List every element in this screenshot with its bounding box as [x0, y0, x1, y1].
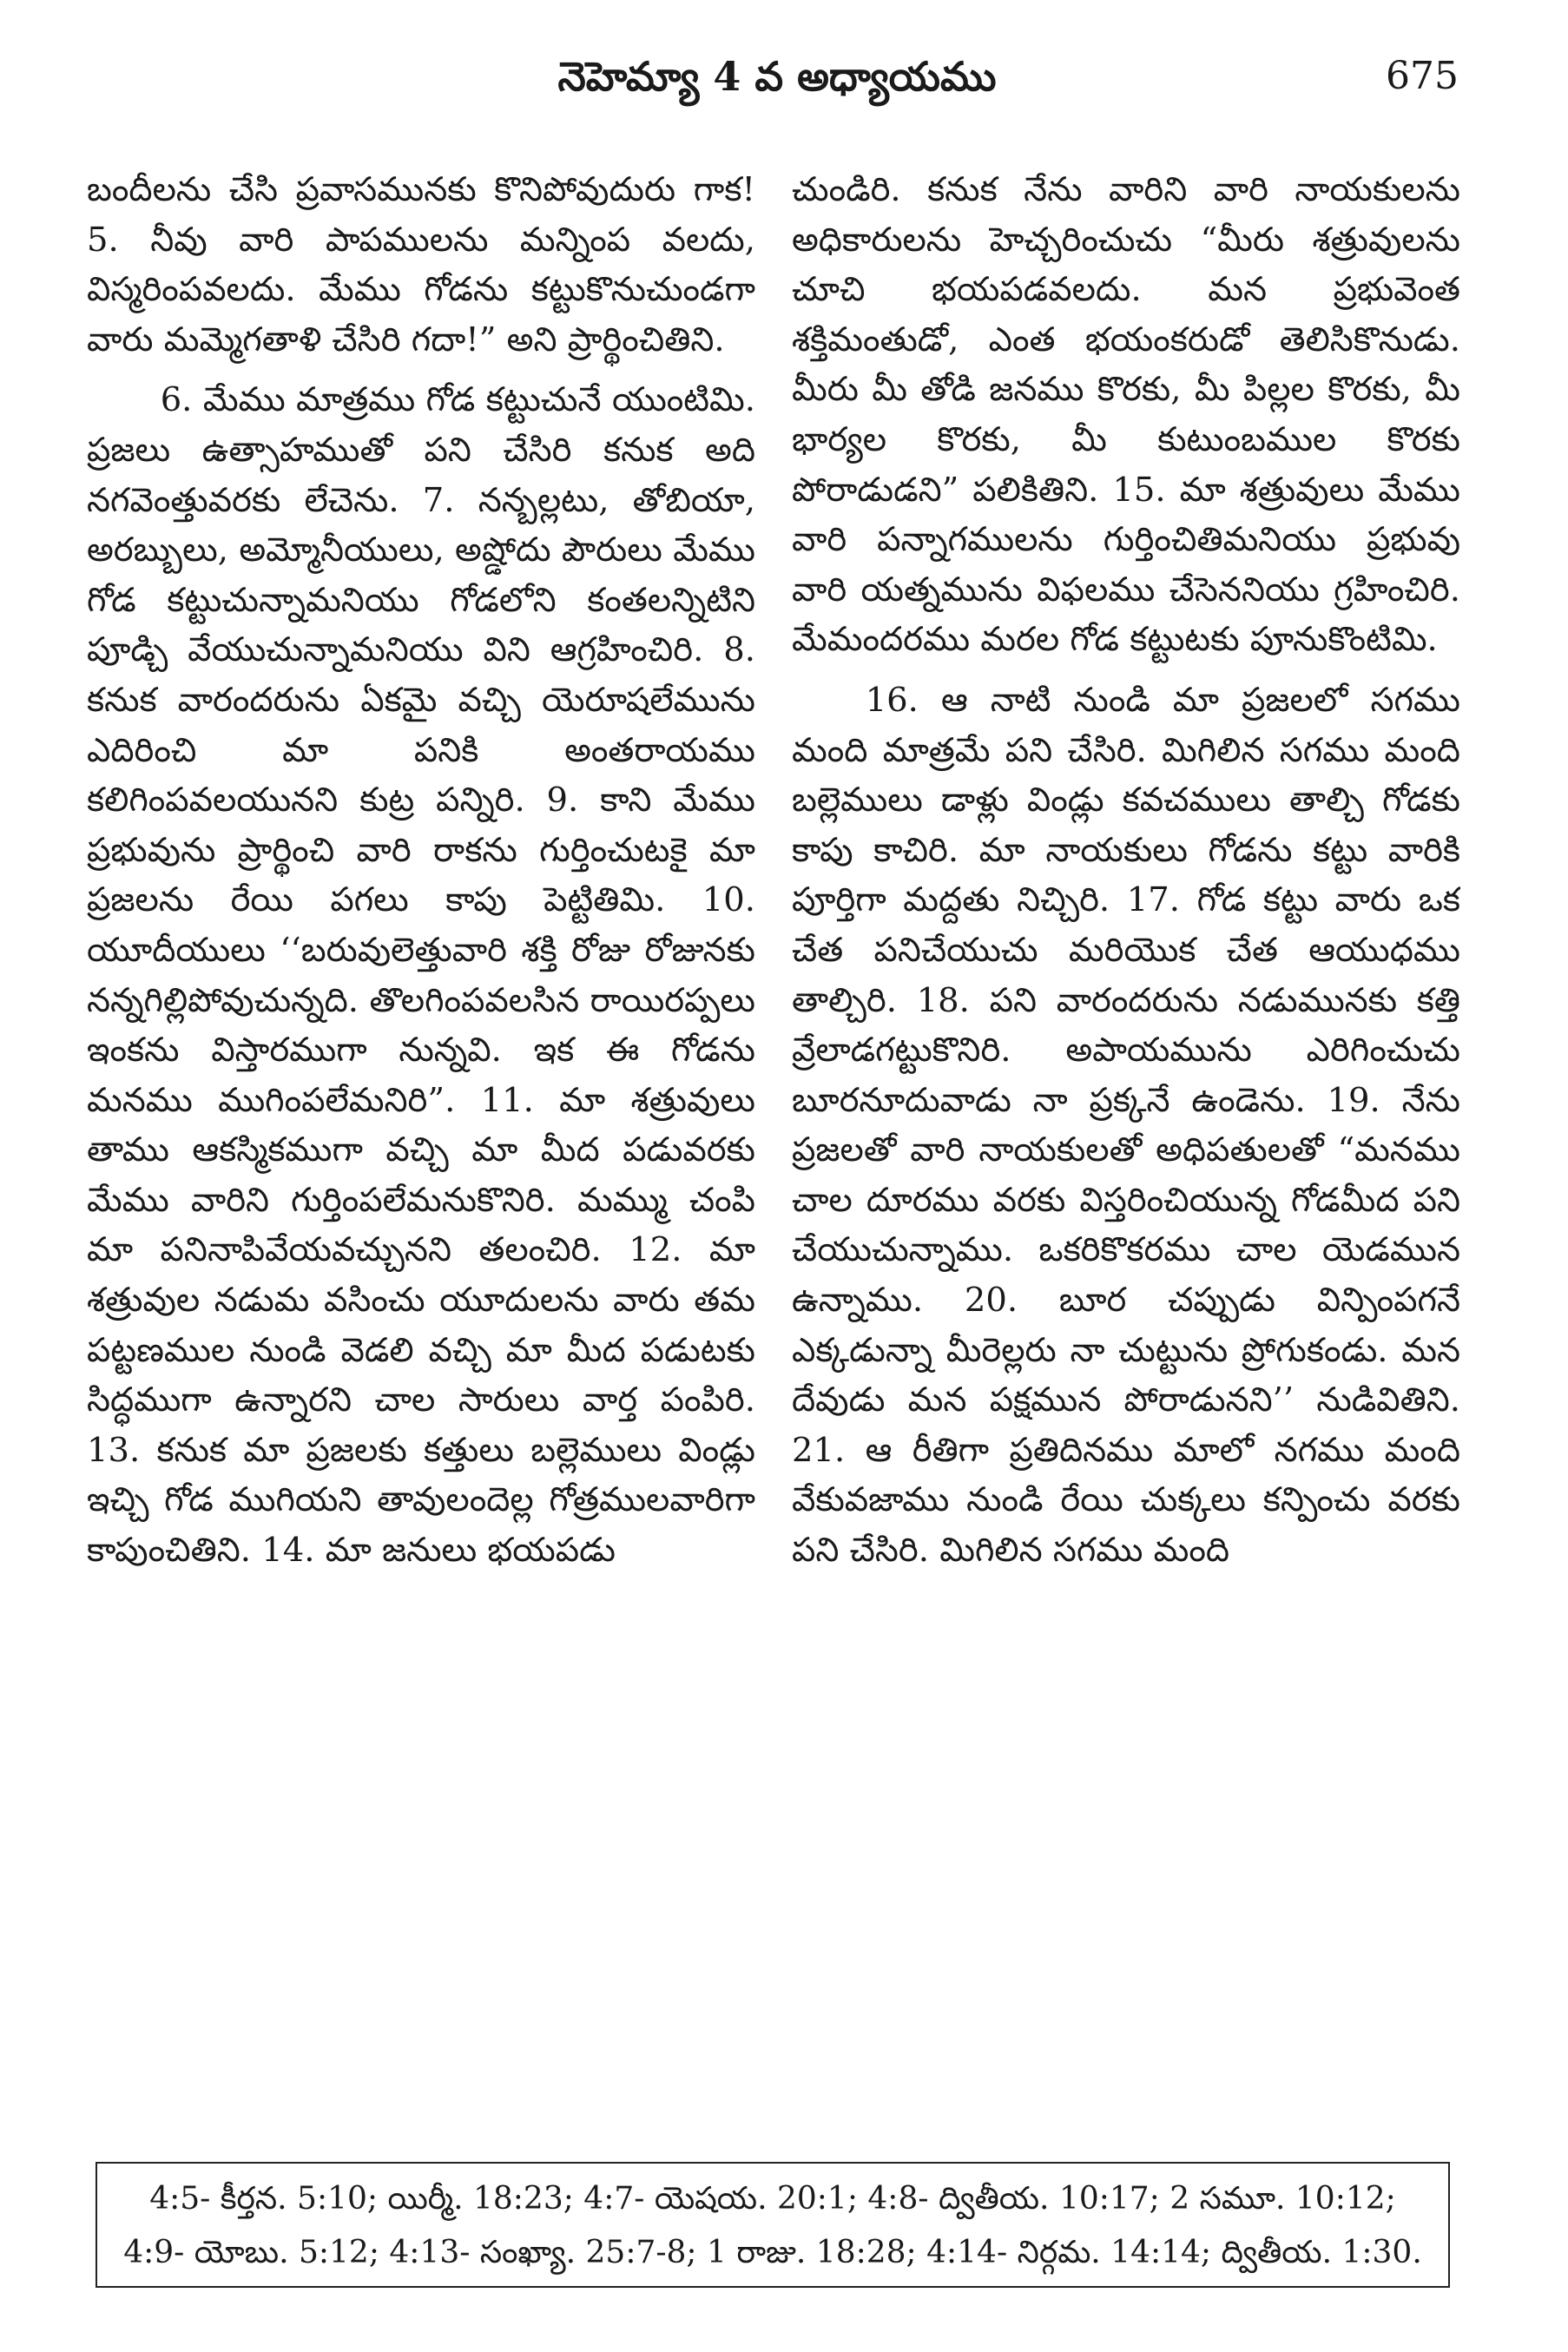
paragraph: చుండిరి. కనుక నేను వారిని వారి నాయకులను అధికారులను హెచ్చరించుచు “మీరు శత్రువులను చూచి భయపడవలదు. మన ప్రభువెంత శక్తిమంతుడో, ఎంత భయంకరుడో తెలిసికొనుడు. మీరు మీ తోడి జనము కొరకు, మీ పిల్లల కొరకు, మీ భార్యల కొరకు, మీ కుటుంబముల కొరకు పోరాడుడని” పలికితిని. 15. మా శత్రువులు మేము వారి పన్నాగములను గుర్తించితిమనియు ప్రభువు వారి యత్నమును విఫలము చేసెననియు గ్రహించిరి. మేమందరము మరల గోడ కట్టుటకు పూనుకొంటిమి. [792, 170, 1460, 660]
paragraph: 16. ఆ నాటి నుండి మా ప్రజలలో సగము మంది మాత్రమే పని చేసిరి. మిగిలిన సగము మంది బల్లెములు డాళ్లు విండ్లు కవచములు తాల్చి గోడకు కాపు కాచిరి. మా నాయకులు గోడను కట్టు వారికి పూర్తిగా మద్దతు నిచ్చిరి. 17. గోడ కట్టు వారు ఒక చేత పనిచేయుచు మరియొక చేత ఆయుధము తాల్చిరి. 18. పని వారందరును నడుమునకు కత్తి వ్రేలాడగట్టుకొనిరి. అపాయమును ఎరిగించుచు బూరనూదువాడు నా ప్రక్కనే ఉండెను. 19. నేను ప్రజలతో వారి నాయకులతో అధిపతులతో “మనము చాల దూరము వరకు విస్తరించియున్న గోడమీద పని చేయుచున్నాము. ఒకరికొకరము చాల యెడమున ఉన్నాము. 20. బూర చప్పుడు విన్పింపగనే ఎక్కడున్నా మీరెల్లరు నా చుట్టును ప్రోగుకండు. మన దేవుడు మన పక్షమున పోరాడునని’’ నుడివితిని. 21. ఆ రీతిగా ప్రతిదినము మాలో నగము మంది వేకువజాము నుండి రేయి చుక్కలు కన్పించు వరకు పని చేసిరి. మిగిలిన సగము మంది [792, 680, 1460, 1571]
cross-reference-box [96, 2162, 1450, 2288]
running-title: నెహెమ్యా 4 వ అధ్యాయము [557, 53, 997, 100]
right-column [792, 165, 1460, 2110]
paragraph: బందీలను చేసి ప్రవాసమునకు కొనిపోవుదురు గాక! 5. నీవు వారి పాపములను మన్నింప వలదు, విస్మరింపవలదు. మేము గోడను కట్టుకొనుచుండగా వారు మమ్మెగతాళి చేసిరి గదా!” అని ప్రార్థించితిని. [87, 170, 755, 359]
page-number: 675 [1386, 54, 1459, 98]
paragraph: 6. మేము మాత్రము గోడ కట్టుచునే యుంటిమి. ప్రజలు ఉత్సాహముతో పని చేసిరి కనుక అది నగవెంత్తువరకు లేచెను. 7. నన్బల్లటు, తోబియా, అరబ్బులు, అమ్మోనీయులు, అష్డోదు పౌరులు మేము గోడ కట్టుచున్నామనియు గోడలోని కంతలన్నిటిని పూడ్చి వేయుచున్నామనియు విని ఆగ్రహించిరి. 8. కనుక వారందరును ఏకమై వచ్చి యెరూషలేమును ఎదిరించి మా పనికి అంతరాయము కలిగింపవలయునని కుట్ర పన్నిరి. 9. కాని మేము ప్రభువును ప్రార్థించి వారి రాకను గుర్తించుటకై మా ప్రజలను రేయి పగలు కాపు పెట్టితిమి. 10. యూదీయులు ‘‘బరువులెత్తువారి శక్తి రోజు రోజునకు నన్నగిల్లిపోవుచున్నది. తొలగింపవలసిన రాయిరప్పలు ఇంకను విస్తారముగా నున్నవి. ఇక ఈ గోడను మనము ముగింపలేమనిరి”. 11. మా శత్రువులు తాము ఆకస్మికముగా వచ్చి మా మీద పడువరకు మేము వారిని గుర్తింపలేమనుకొనిరి. మమ్ము చంపి మా పనినాపివేయవచ్చునని తలంచిరి. 12. మా శత్రువుల నడుమ వసించు యూదులను వారు తమ పట్టణముల నుండి వెడలి వచ్చి మా మీద పడుటకు సిద్ధముగా ఉన్నారని చాల సారులు వార్త పంపిరి. 13. కనుక మా ప్రజలకు కత్తులు బల్లెములు విండ్లు ఇచ్చి గోడ ముగియని తావులందెల్ల గోత్రములవారిగా కాపుంచితిని. 14. మా జనులు భయపడు [87, 380, 755, 1571]
cross-reference-line: 4:5- కీర్తన. 5:10; యిర్మీ. 18:23; 4:7- యెషయ. 20:1; 4:8- ద్వితీయ. 10:17; 2 సమూ. 10:12; [149, 2181, 1396, 2217]
cross-reference-line: 4:9- యోబు. 5:12; 4:13- సంఖ్యా. 25:7-8; 1 రాజు. 18:28; 4:14- నిర్గమ. 14:14; ద్వితీయ. 1:30. [123, 2235, 1422, 2270]
page-header [96, 42, 1459, 111]
left-column [87, 165, 755, 2110]
